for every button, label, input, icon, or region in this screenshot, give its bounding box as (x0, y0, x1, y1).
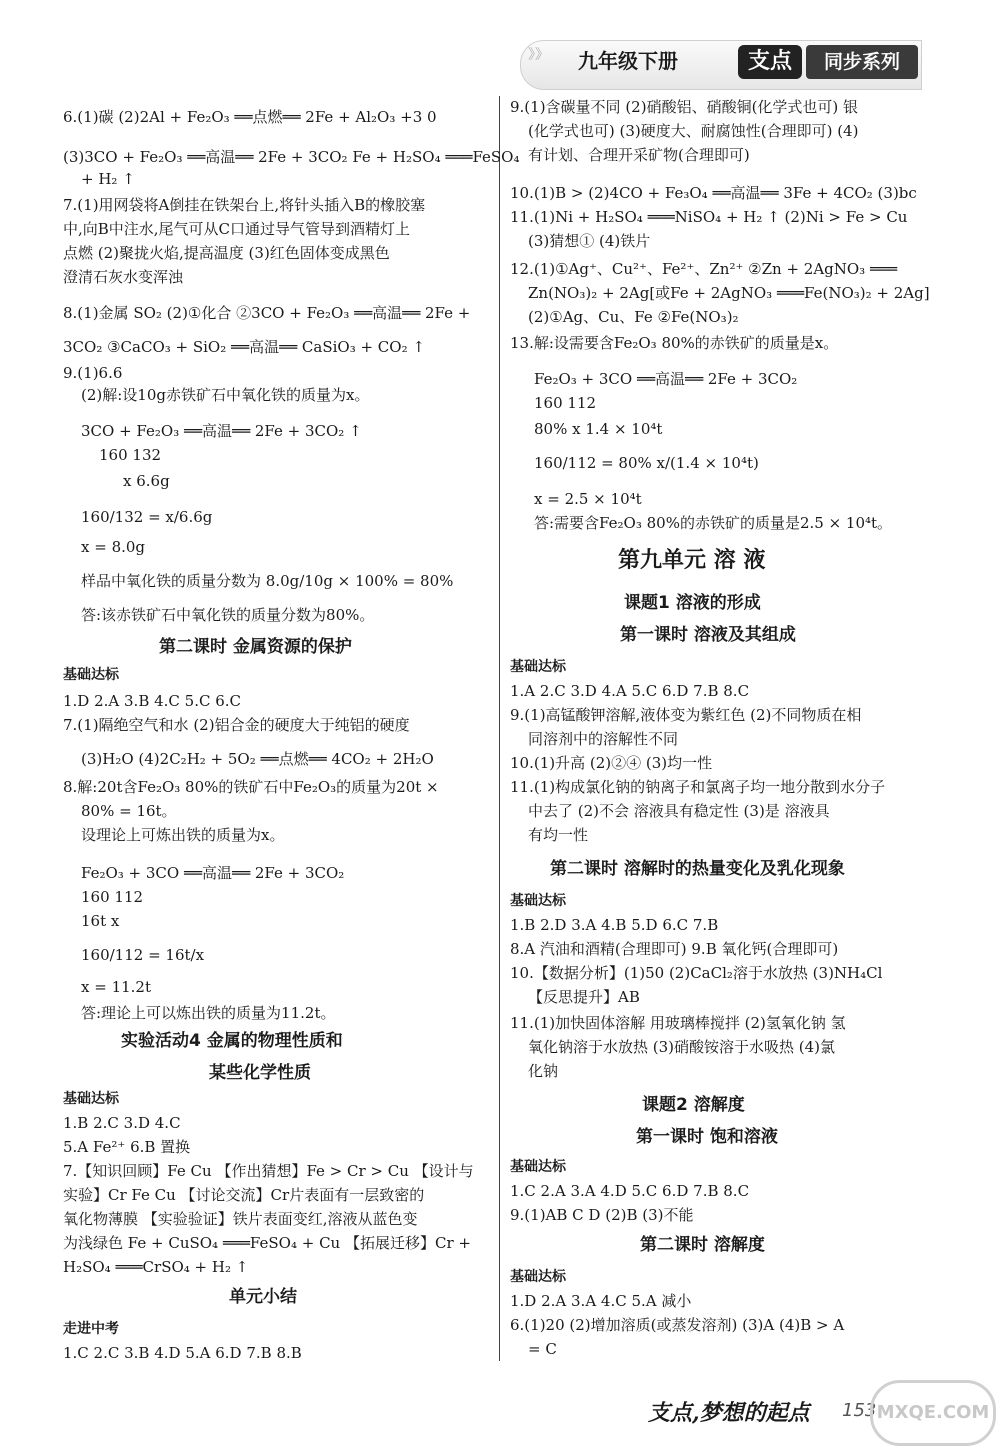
answer-line: 160/112 = 80% x/(1.4 × 10⁴t) (534, 454, 759, 472)
answer-line: 160/112 = 16t/x (81, 946, 205, 964)
answer-line: 同溶剂中的溶解性不同 (528, 730, 679, 748)
answer-line: 10.【数据分析】(1)50 (2)CaCl₂溶于水放热 (3)NH₄Cl (510, 964, 883, 982)
subsection-label: 走进中考 (63, 1321, 119, 1337)
answer-line: (3)猜想① (4)铁片 (528, 232, 651, 250)
answer-line: 11.(1)构成氯化钠的钠离子和氯离子均一地分散到水分子 (510, 778, 886, 796)
answer-line: 为浅绿色 Fe + CuSO₄ ═══FeSO₄ + Cu 【拓展迁移】Cr + (63, 1234, 471, 1252)
section-heading: 单元小结 (229, 1287, 297, 1307)
answer-line: 澄清石灰水变浑浊 (63, 268, 184, 286)
answer-line: 氧化物薄膜 【实验验证】铁片表面变红,溶液从蓝色变 (63, 1210, 418, 1228)
answer-line: 1.A 2.C 3.D 4.A 5.C 6.D 7.B 8.C (510, 682, 750, 700)
watermark: MXQE.COM (870, 1380, 996, 1446)
answer-line: 11.(1)Ni + H₂SO₄ ═══NiSO₄ + H₂ ↑ (2)Ni > Fe > Cu (510, 208, 908, 226)
subsection-label: 基础达标 (510, 893, 566, 909)
answer-line: 6.(1)20 (2)增加溶质(或蒸发溶剂) (3)A (4)B > A (510, 1316, 845, 1334)
answer-line: 样品中氧化铁的质量分数为 8.0g/10g × 100% = 80% (81, 572, 454, 590)
answer-line: 3CO + Fe₂O₃ ══高温══ 2Fe + 3CO₂ ↑ (81, 422, 362, 440)
answer-line: 1.B 2.C 3.D 4.C (63, 1114, 181, 1132)
logo: 支点 (738, 45, 802, 79)
answer-line: x = 11.2t (81, 978, 151, 996)
answer-line: x = 8.0g (81, 538, 146, 556)
subsection-label: 基础达标 (510, 1159, 566, 1175)
answer-line: 中去了 (2)不会 溶液具有稳定性 (3)是 溶液具 (528, 802, 830, 820)
answer-line: 化钠 (528, 1062, 559, 1080)
answer-line: 5.A Fe²⁺ 6.B 置换 (63, 1138, 191, 1156)
subsection-label: 基础达标 (510, 1269, 566, 1285)
answer-line: 6.(1)碳 (2)2Al + Fe₂O₃ ══点燃══ 2Fe + Al₂O₃ +3 0 (63, 108, 437, 126)
answer-line: 160/132 = x/6.6g (81, 508, 213, 526)
answer-line: 有计划、合理开采矿物(合理即可) (528, 146, 750, 164)
answer-line: 8.A 汽油和酒精(合理即可) 9.B 氧化钙(合理即可) (510, 940, 839, 958)
answer-line: (2)解:设10g赤铁矿石中氧化铁的质量为x。 (81, 386, 370, 404)
answer-line: 氧化钠溶于水放热 (3)硝酸铵溶于水吸热 (4)氯 (528, 1038, 836, 1056)
section-heading: 第二课时 金属资源的保护 (159, 637, 352, 657)
grade-label: 九年级下册 (578, 49, 678, 73)
series-badge: 同步系列 (806, 45, 918, 79)
answer-line: + H₂ ↑ (81, 170, 135, 188)
answer-line: 160 112 (534, 394, 597, 412)
answer-line: 1.D 2.A 3.B 4.C 5.C 6.C (63, 692, 242, 710)
answer-line: 3CO₂ ③CaCO₃ + SiO₂ ══高温══ CaSiO₃ + CO₂ ↑ (63, 338, 425, 356)
answer-line: Fe₂O₃ + 3CO ══高温══ 2Fe + 3CO₂ (81, 864, 345, 882)
answer-line: 12.(1)①Ag⁺、Cu²⁺、Fe²⁺、Zn²⁺ ②Zn + 2AgNO₃ ═══ (510, 260, 898, 278)
subsection-label: 基础达标 (63, 667, 119, 683)
answer-line: 9.(1)高锰酸钾溶解,液体变为紫红色 (2)不同物质在相 (510, 706, 862, 724)
section-heading: 第一课时 饱和溶液 (636, 1127, 778, 1147)
answer-line: 实验】Cr Fe Cu 【讨论交流】Cr片表面有一层致密的 (63, 1186, 425, 1204)
answer-line: x 6.6g (123, 472, 170, 490)
arrows-icon: 》》 (528, 47, 549, 63)
answer-line: 9.(1)AB C D (2)B (3)不能 (510, 1206, 694, 1224)
footer-slogan: 支点,梦想的起点 (648, 1400, 810, 1426)
answer-line: Fe₂O₃ + 3CO ══高温══ 2Fe + 3CO₂ (534, 370, 798, 388)
answer-line: 16t x (81, 912, 120, 930)
answer-line: 11.(1)加快固体溶解 用玻璃棒搅拌 (2)氢氧化钠 氢 (510, 1014, 846, 1032)
answer-line: 答:该赤铁矿石中氧化铁的质量分数为80%。 (81, 606, 375, 624)
subsection-label: 基础达标 (510, 659, 566, 675)
answer-line: Zn(NO₃)₂ + 2Ag[或Fe + 2AgNO₃ ═══Fe(NO₃)₂ + 2Ag] (528, 284, 930, 302)
answer-line: 中,向B中注水,尾气可从C口通过导气管导到酒精灯上 (63, 220, 411, 238)
answer-line: 答:需要含Fe₂O₃ 80%的赤铁矿的质量是2.5 × 10⁴t。 (534, 514, 893, 532)
answer-line: 9.(1)6.6 (63, 364, 123, 382)
answer-line: 160 132 (99, 446, 162, 464)
answer-line: 160 112 (81, 888, 144, 906)
answer-line: 点燃 (2)聚拢火焰,提高温度 (3)红色固体变成黑色 (63, 244, 390, 262)
answer-line: 1.C 2.C 3.B 4.D 5.A 6.D 7.B 8.B (63, 1344, 302, 1362)
answer-line: 答:理论上可以炼出铁的质量为11.2t。 (81, 1004, 336, 1022)
section-heading: 课题2 溶解度 (642, 1095, 745, 1115)
answer-line: 7.(1)用网袋将A倒挂在铁架台上,将针头插入B的橡胶塞 (63, 196, 426, 214)
section-heading: 第二课时 溶解度 (640, 1235, 765, 1255)
answer-line: (3)3CO + Fe₂O₃ ══高温══ 2Fe + 3CO₂ Fe + H₂SO₄ ═══FeSO₄ (63, 148, 520, 166)
answer-line: x = 2.5 × 10⁴t (534, 490, 642, 508)
answer-line: 10.(1)B > (2)4CO + Fe₃O₄ ══高温══ 3Fe + 4CO₂ (3)bc (510, 184, 917, 202)
answer-line: (2)①Ag、Cu、Fe ②Fe(NO₃)₂ (528, 308, 739, 326)
section-heading: 课题1 溶液的形成 (624, 593, 761, 613)
section-heading: 第一课时 溶液及其组成 (620, 625, 796, 645)
page-number: 153 (842, 1400, 877, 1421)
section-heading: 实验活动4 金属的物理性质和 (121, 1031, 343, 1051)
answer-line: 8.(1)金属 SO₂ (2)①化合 ②3CO + Fe₂O₃ ══高温══ 2Fe + (63, 304, 471, 322)
subsection-label: 基础达标 (63, 1091, 119, 1107)
answer-line: H₂SO₄ ═══CrSO₄ + H₂ ↑ (63, 1258, 249, 1276)
column-divider (499, 96, 500, 1361)
section-heading: 第二课时 溶解时的热量变化及乳化现象 (550, 859, 845, 879)
answer-line: 设理论上可炼出铁的质量为x。 (81, 826, 285, 844)
answer-line: 1.D 2.A 3.A 4.C 5.A 减小 (510, 1292, 692, 1310)
answer-line: 8.解:20t含Fe₂O₃ 80%的铁矿石中Fe₂O₃的质量为20t × (63, 778, 439, 796)
answer-line: (3)H₂O (4)2C₂H₂ + 5O₂ ══点燃══ 4CO₂ + 2H₂O (81, 750, 434, 768)
answer-line: 80% x 1.4 × 10⁴t (534, 420, 663, 438)
answer-line: 1.B 2.D 3.A 4.B 5.D 6.C 7.B (510, 916, 719, 934)
answer-line: (化学式也可) (3)硬度大、耐腐蚀性(合理即可) (4) (528, 122, 859, 140)
answer-line: 7.【知识回顾】Fe Cu 【作出猜想】Fe > Cr > Cu 【设计与 (63, 1162, 474, 1180)
answer-line: 10.(1)升高 (2)②④ (3)均一性 (510, 754, 713, 772)
answer-line: = C (528, 1340, 557, 1358)
answer-line: 有均一性 (528, 826, 589, 844)
answer-line: 9.(1)含碳量不同 (2)硝酸铝、硝酸铜(化学式也可) 银 (510, 98, 859, 116)
answer-line: 【反思提升】AB (528, 988, 640, 1006)
section-heading: 第九单元 溶 液 (618, 548, 766, 573)
section-heading: 某些化学性质 (209, 1063, 311, 1083)
answer-line: 80% = 16t。 (81, 802, 177, 820)
answer-line: 7.(1)隔绝空气和水 (2)铝合金的硬度大于纯铝的硬度 (63, 716, 410, 734)
answer-line: 1.C 2.A 3.A 4.D 5.C 6.D 7.B 8.C (510, 1182, 750, 1200)
answer-line: 13.解:设需要含Fe₂O₃ 80%的赤铁矿的质量是x。 (510, 334, 839, 352)
